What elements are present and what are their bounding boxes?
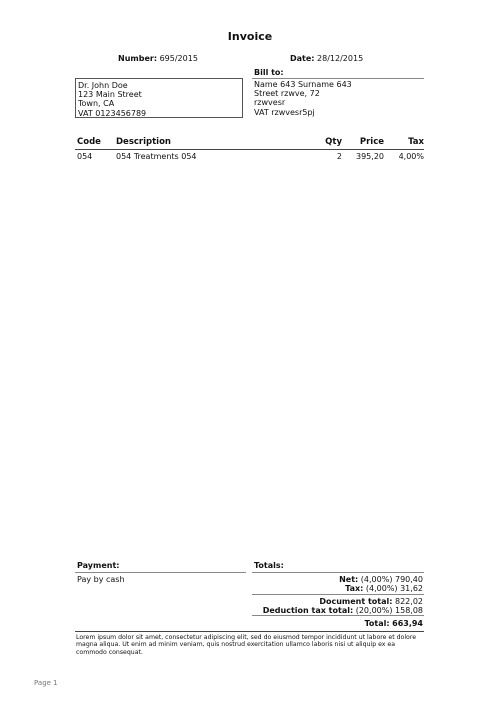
col-header-qty: Qty bbox=[325, 137, 342, 147]
deduction-total bbox=[263, 606, 423, 615]
col-header-tax: Tax bbox=[408, 137, 424, 147]
seller-street: 123 Main Street bbox=[78, 90, 142, 100]
row-tax: 4,00% bbox=[398, 152, 424, 161]
col-header-description: Description bbox=[116, 137, 171, 147]
invoice-date-value: 28/12/2015 bbox=[317, 54, 364, 63]
invoice-number-label: Number: bbox=[118, 54, 158, 63]
buyer-street: Street rzwve, 72 bbox=[254, 89, 320, 99]
footer-notes: Lorem ipsum dolor sit amet, consectetur adipiscing elit, sed do eiusmod tempor incididunt ut labore et dolore magna aliqua. Ut enim ad minim veniam, quis nostrud exercitation ullamco laboris nisi ut aliquip ex ea commodo consequat. bbox=[76, 634, 417, 656]
page-number: Page 1 bbox=[34, 679, 58, 687]
totals-divider bbox=[252, 572, 424, 573]
document-total bbox=[319, 597, 423, 606]
net-value: (4,00%) 790,40 bbox=[360, 575, 423, 584]
footer-divider bbox=[75, 631, 424, 632]
row-qty: 2 bbox=[336, 152, 342, 161]
seller-address-box bbox=[75, 78, 243, 118]
buyer-town: rzwvesr bbox=[254, 98, 286, 108]
row-description: 054 Treatments 054 bbox=[116, 152, 197, 161]
grand-total-label: Total: bbox=[364, 619, 390, 628]
totals-separator-2 bbox=[252, 615, 424, 616]
totals-separator-1 bbox=[252, 594, 424, 595]
document-total-label: Document total: bbox=[319, 597, 393, 606]
seller-name: Dr. John Doe bbox=[78, 81, 128, 90]
buyer-vat: VAT rzwvesr5pj bbox=[254, 107, 315, 117]
invoice-number bbox=[118, 54, 198, 63]
invoice-number-value: 695/2015 bbox=[159, 54, 198, 63]
net-label: Net: bbox=[339, 575, 359, 584]
table-header-divider bbox=[75, 149, 424, 150]
row-price: 395,20 bbox=[356, 152, 384, 161]
deduction-label: Deduction tax total: bbox=[262, 606, 354, 615]
invoice-title: Invoice bbox=[227, 30, 273, 43]
totals-label: Totals: bbox=[254, 561, 284, 570]
tax-label: Tax: bbox=[345, 584, 364, 593]
seller-vat: VAT 0123456789 bbox=[78, 108, 147, 118]
tax-value: (4,00%) 31,62 bbox=[365, 584, 423, 593]
net-total bbox=[339, 575, 423, 584]
col-header-code: Code bbox=[77, 137, 101, 147]
deduction-value: (20,00%) 158,08 bbox=[355, 606, 423, 615]
seller-town: Town, CA bbox=[78, 99, 115, 109]
payment-label: Payment: bbox=[77, 561, 120, 570]
buyer-address bbox=[254, 80, 424, 117]
tax-total bbox=[345, 584, 423, 593]
payment-method: Pay by cash bbox=[77, 575, 125, 584]
buyer-name: Name 643 Surname 643 bbox=[254, 80, 352, 89]
grand-total-value: 663,94 bbox=[392, 619, 423, 628]
col-header-price: Price bbox=[359, 137, 384, 147]
payment-divider bbox=[75, 572, 246, 573]
bill-to-label: Bill to: bbox=[254, 68, 284, 77]
bill-to-divider bbox=[252, 78, 424, 79]
document-total-value: 822,02 bbox=[395, 597, 423, 606]
grand-total bbox=[365, 619, 423, 628]
row-code: 054 bbox=[77, 152, 93, 161]
invoice-date-label: Date: bbox=[290, 54, 315, 63]
invoice-date bbox=[290, 54, 363, 63]
